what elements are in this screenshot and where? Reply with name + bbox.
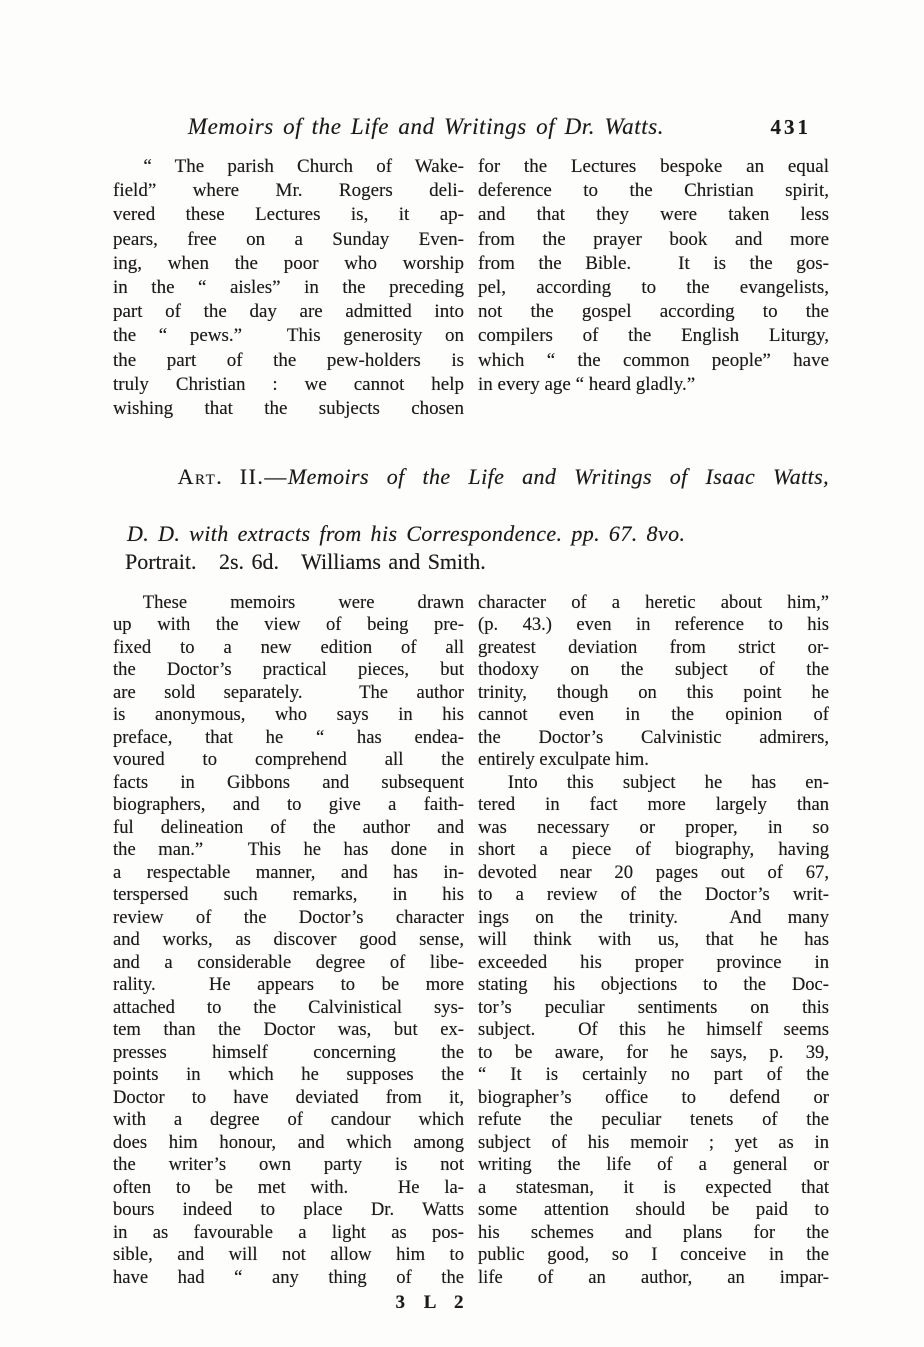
text-line: wishing that the subjects chosen: [113, 398, 464, 420]
article-title: Memoirs of the Life and Writings of Isaac Watts,: [287, 463, 829, 489]
text-line: from the Bible. It is the gos-: [478, 252, 829, 274]
text-line: pears, free on a Sunday Even-: [113, 228, 464, 250]
text-line: the “ pews.” This generosity on: [113, 325, 464, 347]
text-line: deference to the Christian spirit,: [478, 180, 829, 202]
text-line: short a piece of biography, having: [478, 839, 829, 861]
text-line: writing the life of a general or: [478, 1154, 829, 1176]
text-line: and that they were taken less: [478, 204, 829, 226]
text-line: ing, when the poor who worship: [113, 252, 464, 274]
intro-paragraph: [113, 155, 829, 421]
text-line: a statesman, it is expected that: [478, 1176, 829, 1198]
text-line: life of an author, an impar-: [478, 1266, 829, 1288]
text-line: are sold separately. The author: [113, 681, 464, 703]
text-line: the Doctor’s Calvinistic admirers,: [478, 726, 829, 748]
text-line: the Doctor’s practical pieces, but: [113, 659, 464, 681]
text-line: the man.” This he has done in: [113, 839, 464, 861]
text-line: was necessary or proper, in so: [478, 816, 829, 838]
text-line: terspersed such remarks, in his: [113, 884, 464, 906]
text-line: up with the view of being pre-: [113, 614, 464, 636]
article-imprint: Portrait. 2s. 6d. Williams and Smith.: [125, 549, 486, 575]
text-line: the part of the pew-holders is: [113, 349, 464, 371]
text-line: points in which he supposes the: [113, 1064, 464, 1086]
text-line: ful delineation of the author and: [113, 816, 464, 838]
text-line: greatest deviation from strict or-: [478, 636, 829, 658]
text-line: attached to the Calvinistical sys-: [113, 996, 464, 1018]
text-line: refute the peculiar tenets of the: [478, 1109, 829, 1131]
body-right-column: [478, 592, 829, 1290]
text-line: cannot even in the opinion of: [478, 704, 829, 726]
page-number: 431: [770, 115, 811, 139]
article-body: [113, 592, 829, 1290]
running-header-title: Memoirs of the Life and Writings of Dr. Watts.: [187, 114, 665, 139]
text-line: to be aware, for he says, p. 39,: [478, 1041, 829, 1063]
running-header: [113, 114, 829, 146]
text-line: rality. He appears to be more: [113, 974, 464, 996]
text-line: from the prayer book and more: [478, 228, 829, 250]
text-line: his schemes and plans for the: [478, 1221, 829, 1243]
text-line: stating his objections to the Doc-: [478, 974, 829, 996]
text-line: ings on the trinity. And many: [478, 906, 829, 928]
text-line: entirely exculpate him.: [478, 749, 649, 771]
text-line: review of the Doctor’s character: [113, 906, 464, 928]
text-line: part of the day are admitted into: [113, 301, 464, 323]
text-line: fixed to a new edition of all: [113, 636, 464, 658]
text-line: trinity, though on this point he: [478, 681, 829, 703]
text-line: does him honour, and which among: [113, 1131, 464, 1153]
text-line: not the gospel according to the: [478, 301, 829, 323]
text-line: “ The parish Church of Wake-: [143, 156, 464, 177]
text-line: Into this subject he has en-: [507, 771, 829, 793]
text-line: biographer’s office to defend or: [478, 1086, 829, 1108]
text-line: and a considerable degree of libe-: [113, 951, 464, 973]
text-line: in every age “ heard gladly.”: [478, 373, 696, 395]
text-line: compilers of the English Liturgy,: [478, 325, 829, 347]
text-line: often to be met with. He la-: [113, 1176, 464, 1198]
text-line: “ It is certainly no part of the: [478, 1064, 829, 1086]
text-line: which “ the common people” have: [478, 349, 829, 371]
text-line: to a review of the Doctor’s writ-: [478, 884, 829, 906]
text-line: tor’s peculiar sentiments on this: [478, 996, 829, 1018]
article-number: Art. II.—: [177, 463, 288, 489]
article-heading: [113, 434, 829, 577]
text-line: exceeded his proper province in: [478, 951, 829, 973]
text-line: in the “ aisles” in the preceding: [113, 277, 464, 299]
text-line: is anonymous, who says in his: [113, 704, 464, 726]
printers-signature: 3 L 2: [395, 1292, 471, 1314]
article-heading-line-1: [88, 434, 829, 520]
article-subtitle: D. D. with extracts from his Correspondence. pp. 67. 8vo.: [127, 520, 686, 546]
text-line: some attention should be paid to: [478, 1199, 829, 1221]
text-line: thodoxy on the subject of the: [478, 659, 829, 681]
text-line: in as favourable a light as pos-: [113, 1221, 464, 1243]
text-line: tem than the Doctor was, but ex-: [113, 1019, 464, 1041]
text-line: bours indeed to place Dr. Watts: [113, 1199, 464, 1221]
text-line: sible, and will not allow him to: [113, 1244, 464, 1266]
text-line: will think with us, that he has: [478, 929, 829, 951]
text-line: biographers, and to give a faith-: [113, 794, 464, 816]
text-line: These memoirs were drawn: [142, 591, 464, 613]
text-line: presses himself concerning the: [113, 1041, 464, 1063]
text-line: voured to comprehend all the: [113, 749, 464, 771]
text-line: subject. Of this he himself seems: [478, 1019, 829, 1041]
text-line: facts in Gibbons and subsequent: [113, 771, 464, 793]
intro-right-column: [478, 155, 829, 421]
text-line: pel, according to the evangelists,: [478, 277, 829, 299]
text-line: vered these Lectures is, it ap-: [113, 204, 464, 226]
text-line: devoted near 20 pages out of 67,: [478, 861, 829, 883]
text-line: and works, as discover good sense,: [113, 929, 464, 951]
text-line: have had “ any thing of the: [113, 1266, 464, 1288]
text-line: character of a heretic about him,”: [478, 591, 829, 613]
text-line: public good, so I conceive in the: [478, 1244, 829, 1266]
text-line: for the Lectures bespoke an equal: [478, 156, 829, 177]
text-line: field” where Mr. Rogers deli-: [113, 180, 464, 202]
text-line: a respectable manner, and has in-: [113, 861, 464, 883]
text-line: (p. 43.) even in reference to his: [478, 614, 829, 636]
intro-left-column: [113, 155, 464, 421]
text-line: tered in fact more largely than: [478, 794, 829, 816]
text-line: preface, that he “ has endea-: [113, 726, 464, 748]
text-line: subject of his memoir ; yet as in: [478, 1131, 829, 1153]
text-line: the writer’s own party is not: [113, 1154, 464, 1176]
text-line: with a degree of candour which: [113, 1109, 464, 1131]
body-left-column: [113, 592, 464, 1290]
text-line: Doctor to have deviated from it,: [113, 1086, 464, 1108]
text-line: truly Christian : we cannot help: [113, 373, 464, 395]
